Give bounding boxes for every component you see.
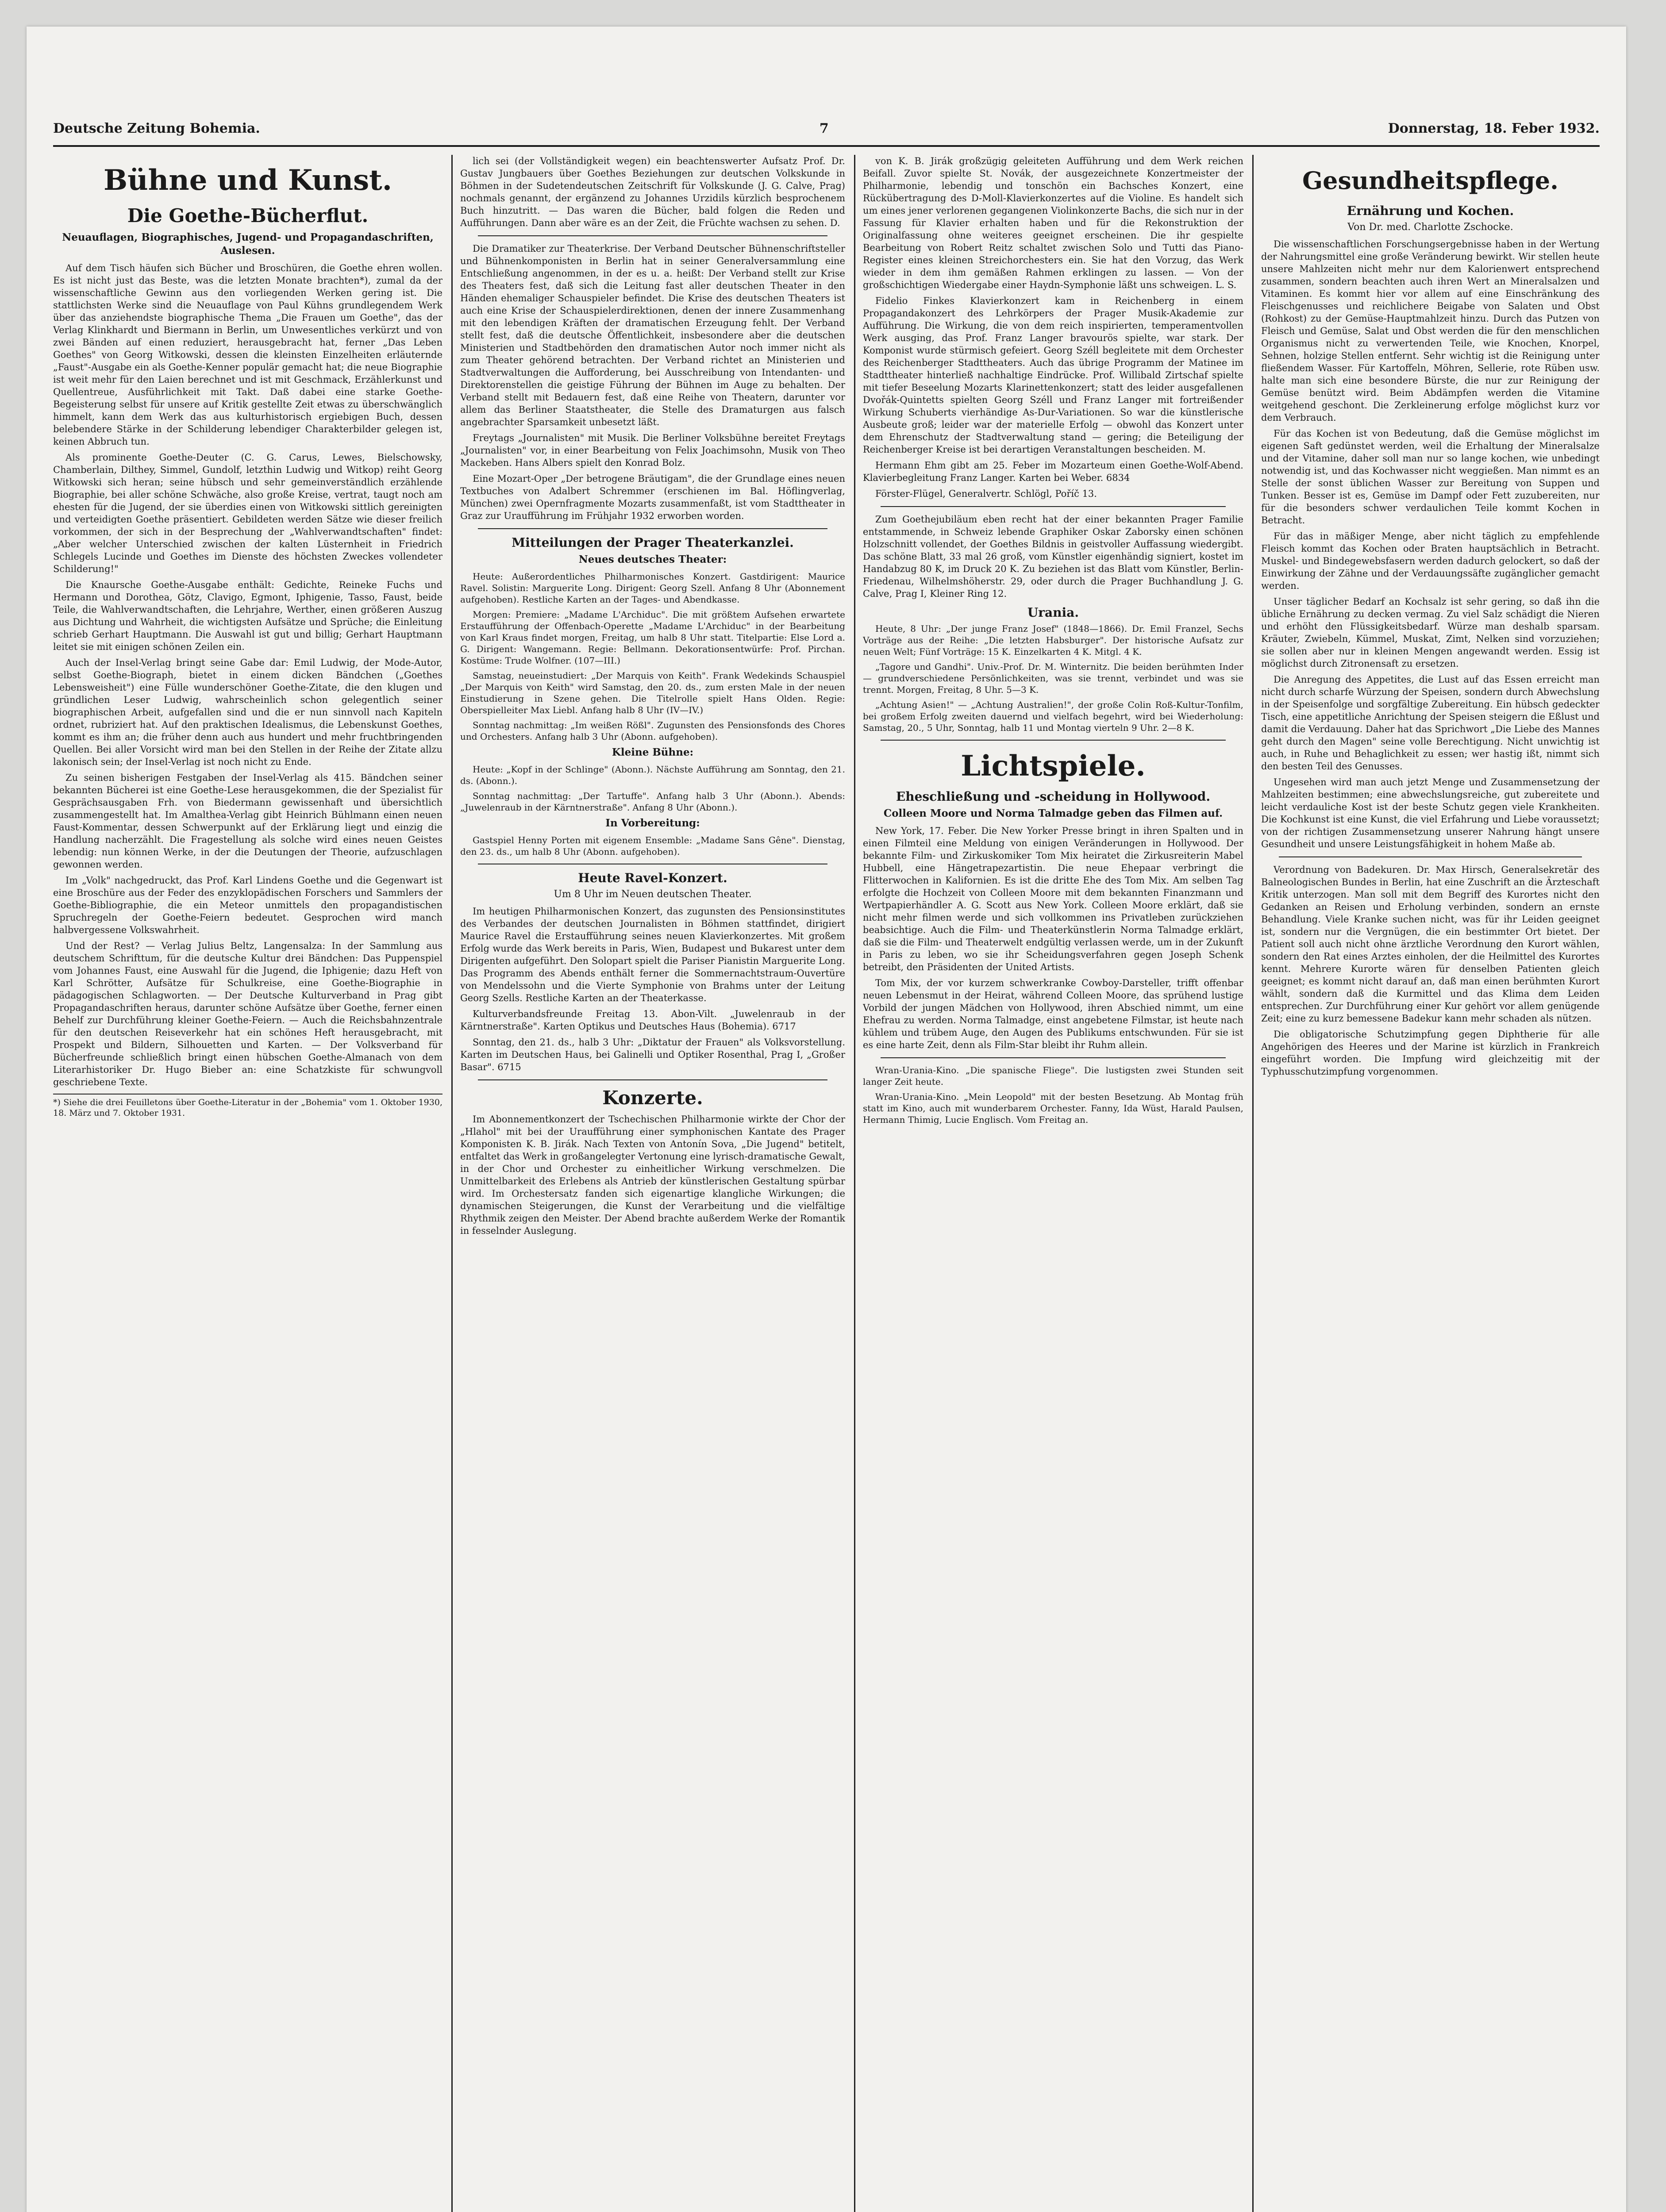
paragraph: Im „Volk" nachgedruckt, das Prof. Karl Lindens Goethe und die Gegenwart ist eine Broschüre aus der Feder des enzyklopädischen Forschers und Sammlers der Goethe-Bibliographie, die ein Meteor unmittels den propagandistischen Spruchregeln der Goethe-Feiern bedeutet. Gesprochen wird manch halbvergessene Volkswahrheit. xyxy=(53,875,442,935)
paragraph: Die Knaursche Goethe-Ausgabe enthält: Gedichte, Reineke Fuchs und Hermann und Dorothea, Götz, Clavigo, Egmont, Iphigenie, Tasso, Faust, beide Teile, die Wahlverwandtschaften, die Lehrjahre, Werther, einen größeren Auszug aus Dichtung und Wahrheit, die wichtigsten Aufsätze und Sprüche; die Einleitung schrieb Gerhart Hauptmann. Die Auswahl ist gut und billig; Gerhart Hauptmann leitet sie mit einigen schönen Zeilen ein. xyxy=(53,580,442,652)
section-title-urania: Urania. xyxy=(1027,605,1079,620)
listing: Samstag, neueinstudiert: „Der Marquis von Keith". Frank Wedekinds Schauspiel „Der Marquis von Keith" wird Samstag, den 20. ds., zum ersten Male in der neuen Einstudierung in Szene gehen. Die Titelrolle spielt Hans Olden. Regie: Oberspielleiter Max Liebl. Anfang halb 8 Uhr (IV—IV.) xyxy=(460,670,845,715)
paragraph: New York, 17. Feber. Die New Yorker Presse bringt in ihren Spalten und in einen Filmteil eine Meldung von einigen Veränderungen in Hollywood. Der bekannte Film- und Zirkuskomiker Tom Mix heiratet die Zirkusreiterin Mabel Hubbell, eine Hängetrapezartistin. Die neue Ehepaar verbringt die Flitterwochen in Kalifornien. Es ist die dritte Ehe des Tom Mix. Am selben Tag erfolgte die Hochzeit von Colleen Moore mit dem bekannten Finanzmann und Wertpapierhändler A. G. Scott aus New York. Colleen Moore erklärt, daß sie nicht mehr filmen werde und sich vollkommen ins Privatleben zurückziehen beabsichtige. Auch die Film- und Theaterkünstlerin Norma Talmadge erklärt, daß sie die Film- und Theaterwelt endgültig verlassen werde, um in der Zukunft in Paris zu leben, wo sie ihr Scheidungsverfahren gegen Joseph Schenk betreibt, den Präsidenten der United Artists. xyxy=(863,826,1243,972)
column-3 xyxy=(863,155,1243,2212)
column-4 xyxy=(1261,155,1600,2212)
column-divider xyxy=(451,155,453,2212)
section-title-theaterkanzlei: Mitteilungen der Prager Theaterkanzlei. xyxy=(512,535,794,550)
newspaper-page xyxy=(27,27,1626,2212)
paragraph: Ungesehen wird man auch jetzt Menge und Zusammensetzung der Mahlzeiten bestimmen; eine abwechslungsreiche, gut zubereitete und leicht verdauliche Kost ist der beste Schutz gegen viele Krankheiten. Die Kochkunst ist eine Kunst, die viel Erfahrung und Liebe voraussetzt; von der richtigen Zusammensetzung unserer Nahrung hängt unsere Gesundheit und unsere Leistungsfähigkeit in hohem Maße ab. xyxy=(1261,777,1600,849)
article-subtitle: Um 8 Uhr im Neuen deutschen Theater. xyxy=(554,889,752,900)
paragraph: Zu seinen bisherigen Festgaben der Insel-Verlag als 415. Bändchen seiner bekannten Bücherei ist eine Goethe-Lese herausgekommen, die der Spezialist für Gesprächsausgaben Frh. von Biedermann gewissenhaft und übersichtlich zusammengestellt hat. Im Amalthea-Verlag gibt Heinrich Bühlmann einen neuen Faust-Kommentar, dessen Schwerpunkt auf der Erklärung liegt und einzig die Handlung nacherzählt. Die Fragestellung als solche wird eines neuen Geistes lebendig: nun können Werke, in der die Deutungen der Theorie, aufzuschlagen gewonnen werden. xyxy=(53,772,442,870)
paragraph: Als prominente Goethe-Deuter (C. G. Carus, Lewes, Bielschowsky, Chamberlain, Dilthey, Simmel, Gundolf, letzthin Ludwig und Witkop) reiht Georg Witkowski sich heran; seine hübsch und sehr gemeinverständlich erzählende Biographie, bei aller schöne Schwäche, also große Kreise, vertrat, taugt noch am ehesten für die Jugend, der sie überdies einen von Witkowski sittlich gereinigten und verteidigten Goethe präsentiert. Gebildeten werden Sätze wie dieser freilich vorkommen, der sich in der Besprechung der „Wahlverwandtschaften" findet: „Aber welcher Unterschied zwischen der kalten Lüsternheit in Friedrich Schlegels Lucinde und Goethes im Dienste des höchsten Zweckes vollendeter Schilderung!" xyxy=(53,452,442,574)
article-title-ravel: Heute Ravel-Konzert. xyxy=(578,871,727,885)
paragraph: lich sei (der Vollständigkeit wegen) ein beachtenswerter Aufsatz Prof. Dr. Gustav Jungbauers über Goethes Beziehungen zur deutschen Volkskunde in Böhmen in der Sudetendeutschen Zeitschrift für Volkskunde (J. G. Calve, Prag) nochmals genannt, der ergänzend zu Johannes Urzidils kürzlich besprochenem Buch hinzutritt. — Das waren die Bücher, bald folgen die Reden und Aufführungen. Dann aber wäre es an der Zeit, die Früchte wachsen zu sehen. D. xyxy=(460,156,845,228)
paragraph: Tom Mix, der vor kurzem schwerkranke Cowboy-Darsteller, trifft offenbar neuen Lebensmut in der Heirat, während Colleen Moore, das sprühend lustige Vorbild der jungen Mädchen von Hollywood, ihren Abschied nimmt, um eine Ehefrau zu werden. Norma Talmadge, einst angebetene Filmstar, ist heute nach kühlem und trübem Auge, den Augen des Publikums entschwunden. Für sie ist es eine harte Zeit, denn als Film-Star bleibt ihr Ruhm allein. xyxy=(863,978,1243,1050)
article-subtitle: Neuauflagen, Biographisches, Jugend- und Propagandaschriften, Auslesen. xyxy=(62,231,434,257)
section-title-gesundheit: Gesundheitspflege. xyxy=(1302,166,1558,195)
paragraph: Die Dramatiker zur Theaterkrise. Der Verband Deutscher Bühnenschriftsteller und Bühnenkomponisten in Berlin hat in seiner Generalversammlung eine Entschließung angenommen, in der es u. a. heißt: Der Verband stellt zur Krise des Theaters fest, daß sich die Leitung fast aller deutschen Theater in den Händen ehemaliger Schauspieler befindet. Die Krise des deutschen Theaters ist auch eine Krise der Schauspielerdirektionen, denen der innere Zusammenhang mit den lebendigen Kräften der dramatischen Erzeugung fehlt. Der Verband stellt fest, daß die deutsche Öffentlichkeit, insbesondere aber die deutschen Ministerien und Stadtbehörden den dramatischen Autor noch immer nicht als zum Theater gehörend betrachten. Der Verband richtet an Ministerien und Stadtverwaltungen die Aufforderung, bei Ausschreibung von Intendanten- und Direktorenstellen die geistige Führung der Bühnen im Auge zu behalten. Der Verband stellt mit Bedauern fest, daß eine Reihe von Theatern, darunter vor allem das Berliner Staatstheater, die Stelle des Dramaturgen aus falsch angebrachter Sparsamkeit unbesetzt läßt. xyxy=(460,243,845,427)
paragraph: Die wissenschaftlichen Forschungsergebnisse haben in der Wertung der Nahrungsmittel eine große Veränderung bewirkt. Wir stellen heute unsere Mahlzeiten nicht mehr nur dem Kalorienwert entsprechend zusammen, sondern beachten auch ihren Wert an Mineralsalzen und Vitaminen. Es kommt hier vor allem auf eine Einschränkung des Fleischgenusses und reichlichere Beigabe von Salaten und Obst (Rohkost) zu der Gemüse-Hauptmahlzeit hinzu. Durch das Putzen von Fleisch und Gemüse, Salat und Obst werden die für den menschlichen Organismus nicht zu verwertenden Teile, wie Knochen, Knorpel, Sehnen, holzige Stellen entfernt. Sehr wichtig ist die Reinigung unter fließendem Wasser. Für Kartoffeln, Möhren, Sellerie, rote Rüben usw. halte man sich eine besondere Bürste, die nur zur Reinigung der Gemüse benützt wird. Beim Abdämpfen werden die Vitamine weitgehend geschont. Die Zerkleinerung erfolge möglichst kurz vor dem Verbrauch. xyxy=(1261,239,1600,423)
paragraph: Freytags „Journalisten" mit Musik. Die Berliner Volksbühne bereitet Freytags „Journalisten" vor, in einer Bearbeitung von Felix Joachimsohn, Musik von Theo Mackeben. Hans Albers spielt den Konrad Bolz. xyxy=(460,433,845,468)
divider xyxy=(1279,856,1582,857)
footnote: *) Siehe die drei Feuilletons über Goethe-Literatur in der „Bohemia" vom 1. Oktober 1930, 18. März und 7. Oktober 1931. xyxy=(53,1094,442,1118)
listing: Wran-Urania-Kino. „Mein Leopold" mit der besten Besetzung. Ab Montag früh statt im Kino, auch mit wunderbarem Orchester. Fanny, Ida Wüst, Harald Paulsen, Hermann Thimig, Lucie Englisch. Vom Freitag an. xyxy=(863,1091,1243,1125)
page-number: 7 xyxy=(819,120,829,136)
divider xyxy=(881,506,1226,507)
paragraph: Hermann Ehm gibt am 25. Feber im Mozarteum einen Goethe-Wolf-Abend. Klavierbegleitung Franz Langer. Karten bei Weber. 6834 xyxy=(863,460,1243,483)
listing: Gastspiel Henny Porten mit eigenem Ensemble: „Madame Sans Gêne". Dienstag, den 23. ds., um halb 8 Uhr (Abonn. aufgehoben). xyxy=(460,835,845,857)
article-subtitle: Colleen Moore und Norma Talmadge geben das Filmen auf. xyxy=(883,807,1223,819)
listing: Heute: „Kopf in der Schlinge" (Abonn.). Nächste Aufführung am Sonntag, den 21. ds. (Abonn.). xyxy=(460,764,845,786)
column-1 xyxy=(53,155,442,2212)
paragraph: Förster-Flügel, Generalvertr. Schlögl, Poříč 13. xyxy=(875,488,1097,499)
divider xyxy=(478,1079,827,1080)
article-title-ernaehrung: Ernährung und Kochen. xyxy=(1347,204,1514,218)
divider xyxy=(881,1057,1226,1058)
subhead-vorbereitung: In Vorbereitung: xyxy=(605,817,700,829)
paragraph: Auch der Insel-Verlag bringt seine Gabe dar: Emil Ludwig, der Mode-Autor, selbst Goethe-Biograph, bietet in einem dicken Bändchen („Goethes Lebensweisheit") eine Fülle wunderschöner Goethe-Zitate, die den klugen und gründlichen Leser Ludwig, wahrscheinlich schon gelegentlich seiner biographischen Arbeit, aufgefallen sind und die er nun sinnvoll nach Kapiteln ordnet, rubriziert hat. Auf den praktischen Idealismus, die Lebenskunst Goethes, kommt es ihm an; die früher denn auch aus hundert und mehr fruchtbringenden Quellen. Bei aller Vorsicht wird man bei den Stellen in der Reihe der Zitate allzu lakonisch sein; der Insel-Verlag ist noch nicht zu Ende. xyxy=(53,657,442,767)
listing: Morgen: Premiere: „Madame L'Archiduc". Die mit größtem Aufsehen erwartete Erstaufführung der Offenbach-Operette „Madame L'Archiduc" in der Bearbeitung von Karl Kraus findet morgen, Freitag, um halb 8 Uhr statt. Titelpartie: Else Lord a. G. Dirigent: Wangemann. Regie: Bellmann. Dekorationsentwürfe: Prof. Pirchan. Kostüme: Trude Wolfner. (107—III.) xyxy=(460,609,845,666)
paragraph: von K. B. Jirák großzügig geleiteten Aufführung und dem Werk reichen Beifall. Zuvor spielte St. Novák, der ausgezeichnete Konzertmeister der Philharmonie, lebendig und tonschön ein Bachsches Konzert, eine Rückübertragung des D-Moll-Klavierkonzertes auf die Violine. Es handelt sich um eines jener verlorenen gegangenen Violinkonzerte Bachs, die sich nur in der Fassung für Klavier erhalten haben und für die Rekonstruktion der Originalfassung ohne weiteres geeignet erscheinen. Die ihr gespielte Bearbeitung von Robert Reitz schaltet zwischen Solo und Tutti das Piano-Register eines kleinen Streichorchesters ein. Sie hat den Vorzug, das Werk wieder in dem ihm gemäßen Rahmen erklingen zu lassen. — Von der großschichtigen Wiedergabe einer Haydn-Symphonie läßt uns schweigen. L. S. xyxy=(863,156,1243,290)
paragraph: Eine Mozart-Oper „Der betrogene Bräutigam", die der Grundlage eines neuen Textbuches von Adalbert Schremmer (erschienen im Bal. Höflingverlag, München) zwei Opernfragmente Mozarts zusammenfaßt, ist vom Stadttheater in Graz zur Uraufführung im Frühjahr 1932 erworben worden. xyxy=(460,473,845,521)
paragraph: Zum Goethejubiläum eben recht hat der einer bekannten Prager Familie entstammende, in Schweiz lebende Graphiker Oskar Zaborsky einen schönen Holzschnitt vollendet, der Goethes Bildnis in geistvoller Auffassung wiedergibt. Das schöne Blatt, 33 mal 26 groß, vom Künstler eigenhändig signiert, kostet im Handabzug 80 K, im Druck 20 K. Zu beziehen ist das Blatt vom Künstler, Berlin-Friedenau, Wilhelmshöherstr. 29, oder durch die Prager Buchhandlung J. G. Calve, Prag I, Kleiner Ring 12. xyxy=(863,514,1243,599)
paragraph: Sonntag, den 21. ds., halb 3 Uhr: „Diktatur der Frauen" als Volksvorstellung. Karten im Deutschen Haus, bei Galinelli und Optiker Rosenthal, Prag I, „Großer Basar". 6715 xyxy=(460,1037,845,1072)
listing: „Achtung Asien!" — „Achtung Australien!", der große Colin Roß-Kultur-Tonfilm, bei großem Erfolg zweiten dauernd und vielfach begehrt, wird bei Wiederholung: Samstag, 20., 5 Uhr, Sonntag, halb 11 und Montag vierteln 9 Uhr. 2—8 K. xyxy=(863,699,1243,733)
section-title-konzerte: Konzerte. xyxy=(602,1087,703,1109)
header-rule xyxy=(53,145,1600,147)
subhead-neues-theater: Neues deutsches Theater: xyxy=(578,553,727,565)
page-header xyxy=(53,115,1600,142)
subhead-kleine-buehne: Kleine Bühne: xyxy=(612,746,694,758)
paragraph: Unser täglicher Bedarf an Kochsalz ist sehr gering, so daß ihn die übliche Ernährung zu decken vermag. Zu viel Salz schädigt die Nieren und erhöht den Flüssigkeitsbedarf. Würze man deshalb sparsam. Kräuter, Zwiebeln, Kümmel, Muskat, Zimt, Nelken sind vorzuziehen; sie sollen aber nur in kleinen Mengen angewandt werden. Essig ist möglichst durch Zitronensaft zu ersetzen. xyxy=(1261,596,1600,669)
paragraph: Im Abonnementkonzert der Tschechischen Philharmonie wirkte der Chor der „Hlahol" mit bei der Uraufführung einer symphonischen Kantate des Prager Komponisten K. B. Jirák. Nach Texten von Antonín Sova, „Die Jugend" betitelt, entfaltet das Werk in großangelegter Vertonung eine lyrisch-dramatische Gewalt, in der Chor und Orchester zu einheitlicher Wirkung verschmelzen. Die Unmittelbarkeit des Erlebens als Antrieb der künstlerischen Gestaltung spürbar wird. Im Orchestersatz fanden sich eigenartige klangliche Wirkungen; die dynamischen Steigerungen, die Kunst der Verarbeitung und die vielfältige Rhythmik zeigen den Meister. Der Abend brachte außerdem Werke der Romantik in fesselnder Auslegung. xyxy=(460,1114,845,1236)
column-2 xyxy=(460,155,845,2212)
paragraph: Für das Kochen ist von Bedeutung, daß die Gemüse möglichst im eigenen Saft gedünstet werden, weil die Erhaltung der Mineralsalze und der Vitamine, daher soll man nur so lange kochen, wie unbedingt notwendig ist, und das Kochwasser nicht weggießen. Man nimmt es an Stelle der sonst üblichen Wasser zur Bereitung von Suppen und Tunken. Besser ist es, Gemüse im Dampf oder Fett zuzubereiten, nur für die besonders schwer verdaulichen Teile kommt Kochen in Betracht. xyxy=(1261,428,1600,526)
paragraph: Kulturverbandsfreunde Freitag 13. Abon-Vilt. „Juwelenraub in der Kärntnerstraße". Karten Optikus und Deutsches Haus (Bohemia). 6717 xyxy=(460,1009,845,1032)
section-title-buehne: Bühne und Kunst. xyxy=(104,164,392,197)
article-title-goethe: Die Goethe-Bücherflut. xyxy=(127,205,369,227)
paragraph: Die obligatorische Schutzimpfung gegen Diphtherie für alle Angehörigen des Heeres und der Marine ist kürzlich in Frankreich eingeführt worden. Die Impfung wird gleichzeitig mit der Typhusschutzimpfung vorgenommen. xyxy=(1261,1029,1600,1077)
listing: Sonntag nachmittag: „Im weißen Rößl". Zugunsten des Pensionsfonds des Chores und Orchesters. Anfang halb 3 Uhr (Abonn. aufgehoben). xyxy=(460,720,845,742)
paragraph: Für das in mäßiger Menge, aber nicht täglich zu empfehlende Fleisch kommt das Kochen oder Braten hauptsächlich in Betracht. Muskel- und Bindegewebsfasern werden dadurch gelockert, so daß der Einwirkung der Zähne und der Verdauungssäfte zugänglicher gemacht werden. xyxy=(1261,531,1600,591)
column-divider xyxy=(1252,155,1254,2212)
paragraph: Im heutigen Philharmonischen Konzert, das zugunsten des Pensionsinstitutes des Verbandes der deutschen Journalisten in Böhmen stattfindet, dirigiert Maurice Ravel die Erstaufführung seines neuen Klavierkonzertes. Mit großem Erfolg wurde das Werk bereits in Paris, Wien, Budapest und Bukarest unter dem Dirigenten aufgeführt. Den Solopart spielt die Pariser Pianistin Marguerite Long. Das Programm des Abends enthält ferner die Sommernachtstraum-Ouvertüre von Mendelssohn und die Vierte Symphonie von Brahms unter der Leitung Georg Szells. Restliche Karten an der Theaterkasse. xyxy=(460,906,845,1003)
paragraph: Fidelio Finkes Klavierkonzert kam in Reichenberg in einem Propagandakonzert des Lehrkörpers der Prager Musik-Akademie zur Aufführung. Die Wirkung, die von dem reich inspirierten, temperamentvollen Werk ausging, das Prof. Franz Langer bravourös spielte, war stark. Der Komponist wurde stürmisch gefeiert. Georg Széll begleitete mit dem Orchester des Reichenberger Stadttheaters. Auch das übrige Programm der Matinee im Stadttheater hinterließ nachhaltige Eindrücke. Prof. Willibald Zirtschaf spielte mit tiefer Beseelung Mozarts Klarinettenkonzert; statt des leider ausgefallenen Dvořák-Quintetts spielten Georg Széll und Franz Langer mit fortreißender Wirkung Schuberts vierhändige As-Dur-Variationen. So war die künstlerische Ausbeute groß; leider war der materielle Erfolg — obwohl das Konzert unter dem Ehrenschutz der Stadtverwaltung stand — gering; die Beteiligung der Reichenberger Kreise ist bei derartigen Veranstaltungen bescheiden. M. xyxy=(863,296,1243,455)
listing: „Tagore und Gandhi". Univ.-Prof. Dr. M. Winternitz. Die beiden berühmten Inder — grundverschiedene Persönlichkeiten, was sie trennt, verbindet und was sie trennt. Morgen, Freitag, 8 Uhr. 5—3 K. xyxy=(863,661,1243,695)
paragraph: Verordnung von Badekuren. Dr. Max Hirsch, Generalsekretär des Balneologischen Bundes in Berlin, hat eine Zuschrift an die Ärzteschaft Kritik unterzogen. Man soll mit dem Begriff des Kurortes nicht den Gedanken an Reisen und Erholung verbinden, sondern an ernste Behandlung. Viele Kranke suchen nicht, was für ihr Leiden geeignet ist, sondern nur die Vergnügen, die ein bestimmter Ort bietet. Der Patient soll auch nicht ohne ärztliche Verordnung den Kurort wählen, sondern den Rat eines Arztes einholen, der die Heilmittel des Kurortes kennt. Mehrere Kurorte wären für denselben Patienten gleich geeignet; es kommt nicht darauf an, daß man einen berühmten Kurort wählt, sondern daß die Kurmittel und das Klima dem Leiden entsprechen. Zur Durchführung einer Kur gehört vor allem genügende Zeit; eine zu kurz bemessene Badekur kann mehr schaden als nützen. xyxy=(1261,864,1600,1024)
issue-date: Donnerstag, 18. Feber 1932. xyxy=(1388,120,1600,136)
listing: Heute, 8 Uhr: „Der junge Franz Josef" (1848—1866). Dr. Emil Franzel, Sechs Vorträge aus der Reihe: „Die letzten Habsburger". Der historische Aufsatz zur neuen Welt; Fünf Vorträge: 15 K. Einzelkarten 4 K. Mitgl. 4 K. xyxy=(863,623,1243,657)
columns xyxy=(53,155,1600,2212)
divider xyxy=(478,235,827,236)
listing: Sonntag nachmittag: „Der Tartuffe". Anfang halb 3 Uhr (Abonn.). Abends: „Juwelenraub in der Kärntnerstraße". Anfang 8 Uhr (Abonn.). xyxy=(460,791,845,813)
divider xyxy=(881,740,1226,741)
article-byline: Von Dr. med. Charlotte Zschocke. xyxy=(1347,222,1513,233)
listing: Wran-Urania-Kino. „Die spanische Fliege". Die lustigsten zwei Stunden seit langer Zeit heute. xyxy=(863,1065,1243,1087)
newspaper-name: Deutsche Zeitung Bohemia. xyxy=(53,120,260,136)
column-divider xyxy=(854,155,855,2212)
section-title-lichtspiele: Lichtspiele. xyxy=(961,749,1146,783)
listing: Heute: Außerordentliches Philharmonisches Konzert. Gastdirigent: Maurice Ravel. Solistin: Marguerite Long. Dirigent: Georg Szell. Anfang 8 Uhr (Abonnement aufgehoben). Restliche Karten an der Tages- und Abendkasse. xyxy=(460,571,845,605)
article-title-hollywood: Eheschließung und -scheidung in Hollywood. xyxy=(896,789,1211,804)
divider xyxy=(478,528,827,529)
paragraph: Auf dem Tisch häufen sich Bücher und Broschüren, die Goethe ehren wollen. Es ist nicht just das Beste, was die letzten Monate brachten*), zumal da der wissenschaftliche Gewinn aus den vorliegenden Werken gering ist. Die stattlichsten Werke sind die Neuauflage von Paul Kühns grundlegendem Werk über das anziehendste biographische Thema „Die Frauen um Goethe", das der Verlag Klinkhardt und Biermann in Berlin, um Unwesentliches verkürzt und von zwei Bänden auf einen reduziert, herausgebracht hat, ferner „Das Leben Goethes" von Georg Witkowski, dessen die kleinsten Einzelheiten erläuternde „Faust"-Ausgabe ein als Goethe-Kenner populär gemacht hat; die neue Biographie ist weit mehr für den Laien berechnet und ist mit Geschmack, Erzählerkunst und Quellentreue, Ausführlichkeit mit Takt. Daß dabei eine starke Goethe-Begeisterung selbst für unsere auf Kritik gestellte Zeit etwas zu überschwänglich himmelt, kann dem Werk das aus kulturhistorisch ergiebigen Buch, dessen belebendere Stärke in der Schilderung lebendiger Charakterbilder gelegen ist, keinen Abbruch tun. xyxy=(53,263,442,447)
paragraph: Die Anregung des Appetites, die Lust auf das Essen erreicht man nicht durch scharfe Würzung der Speisen, sondern durch Abwechslung in der Speisenfolge und sorgfältige Zubereitung. Ein hübsch gedeckter Tisch, eine appetitliche Anrichtung der Speisen steigern die Eßlust und damit die Verdauung. Daher hat das Sprichwort „Die Liebe des Mannes geht durch den Magen" seine volle Berechtigung. Nicht unwichtig ist auch, in Ruhe und Behaglichkeit zu essen; wer hastig ißt, nimmt sich den besten Teil des Genusses. xyxy=(1261,674,1600,772)
paragraph: Und der Rest? — Verlag Julius Beltz, Langensalza: In der Sammlung aus deutschem Schrifttum, für die deutsche Kultur drei Bändchen: Das Puppenspiel vom Johannes Faust, eine Auswahl für die Jugend, die Iphigenie; dazu Heft von Karl Schrötter, Aufsätze für Schulkreise, eine Goethe-Biographie in pädagogischen Schlagworten. — Der Deutsche Kulturverband in Prag gibt Propagandaschriften heraus, darunter schöne Aufsätze über Goethe, ferner einen Behelf zur Durchführung kleiner Goethe-Feiern. — Auch die Reichsbahnzentrale für den deutschen Reiseverkehr hat ein schönes Heft herausgebracht, mit Prospekt und Bildern, Silhouetten und Karten. — Der Volksverband für Bücherfreunde schließlich bringt einen hübschen Goethe-Almanach von dem Literarhistoriker Dr. Hugo Bieber an: eine Schatzkiste für schwungvoll geschriebene Texte. xyxy=(53,941,442,1087)
